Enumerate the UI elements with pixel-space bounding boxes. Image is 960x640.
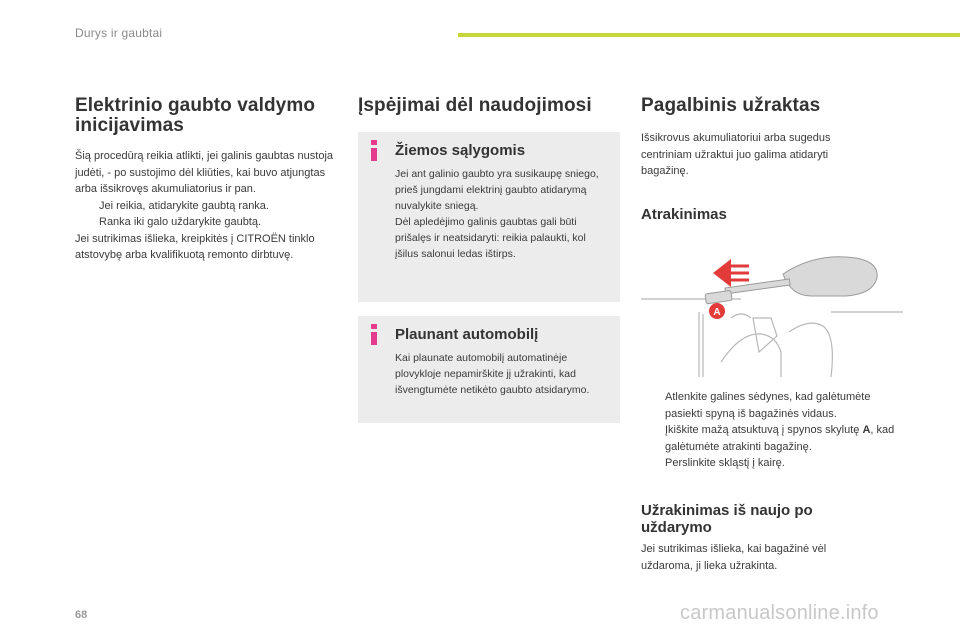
- info-icon: [371, 140, 377, 161]
- watermark: carmanualsonline.info: [680, 602, 879, 624]
- info-icon: [371, 324, 377, 345]
- relock-title: Užrakinimas iš naujo po uždarymo: [641, 502, 813, 536]
- washing-text: Kai plaunate automobilį automatinėje plovykloje nepamirškite jį užrakinti, kad išvengtumėte netikėto gaubto atsidarymo.: [395, 352, 590, 396]
- relock-text: Jei sutrikimas išlieka, kai bagažinė vėl uždaroma, ji lieka užrakinta.: [641, 543, 827, 572]
- list-item: Ranka iki galo uždarykite gaubtą.: [99, 216, 262, 228]
- winter-title: Žiemos sąlygomis: [395, 142, 526, 159]
- section3-title: Pagalbinis užraktas: [641, 95, 821, 116]
- winter-text: Jei ant galinio gaubto yra susikaupę sniego, prieš jungdami elektrinį gaubto atidarymą nuvalykite sniegą. Dėl apledėjimo galinis gaubtas gali būti prišalęs ir neatsidaryti: reikia palaukti, kol įšilus salonui ledas ištirps.: [395, 168, 599, 260]
- unlock-title: Atrakinimas: [641, 206, 727, 223]
- lock-illustration: [641, 252, 903, 377]
- list-item: Jei reikia, atidarykite gaubtą ranka.: [99, 199, 269, 212]
- section3-intro: Išsikrovus akumuliatoriui arba sugedus centriniam užraktui juo galima atidaryti bagažinę.: [641, 132, 831, 177]
- header-title: Durys ir gaubtai: [75, 26, 163, 40]
- section1-outro: Jei sutrikimas išlieka, kreipkitės į CITROËN tinklo atstovybę arba kvalifikuotą remonto dirbtuvę.: [75, 232, 315, 261]
- figure-label-a: A: [713, 307, 721, 318]
- unlock-steps: [641, 389, 903, 472]
- header-rule: [458, 33, 960, 37]
- list-item: Atlenkite galines sėdynes, kad galėtumėte pasiekti spyną iš bagažinės vidaus.: [665, 391, 871, 420]
- section2-title: Įspėjimai dėl naudojimosi: [358, 95, 592, 116]
- section1-bullets: [75, 198, 335, 231]
- section1-title: Elektrinio gaubto valdymo inicijavimas: [75, 95, 316, 136]
- section1-intro: Šią procedūrą reikia atlikti, jei galinis gaubtas nustoja judėti, - po sustojimo dėl kliūties, kai buvo atjungtas arba išsikrovęs akumuliatorius ir pan.: [75, 150, 334, 195]
- winter-info-box: [358, 132, 620, 302]
- list-item: Perslinkite skląstį į kairę.: [665, 457, 785, 469]
- page-number: 68: [75, 609, 88, 621]
- list-item: Įkiškite mažą atsuktuvą į spynos skylutę A, kad galėtumėte atrakinti bagažinę.: [665, 424, 895, 453]
- section-electric-tailgate: [75, 96, 335, 264]
- washing-title: Plaunant automobilį: [395, 326, 539, 343]
- washing-info-box: [358, 316, 620, 423]
